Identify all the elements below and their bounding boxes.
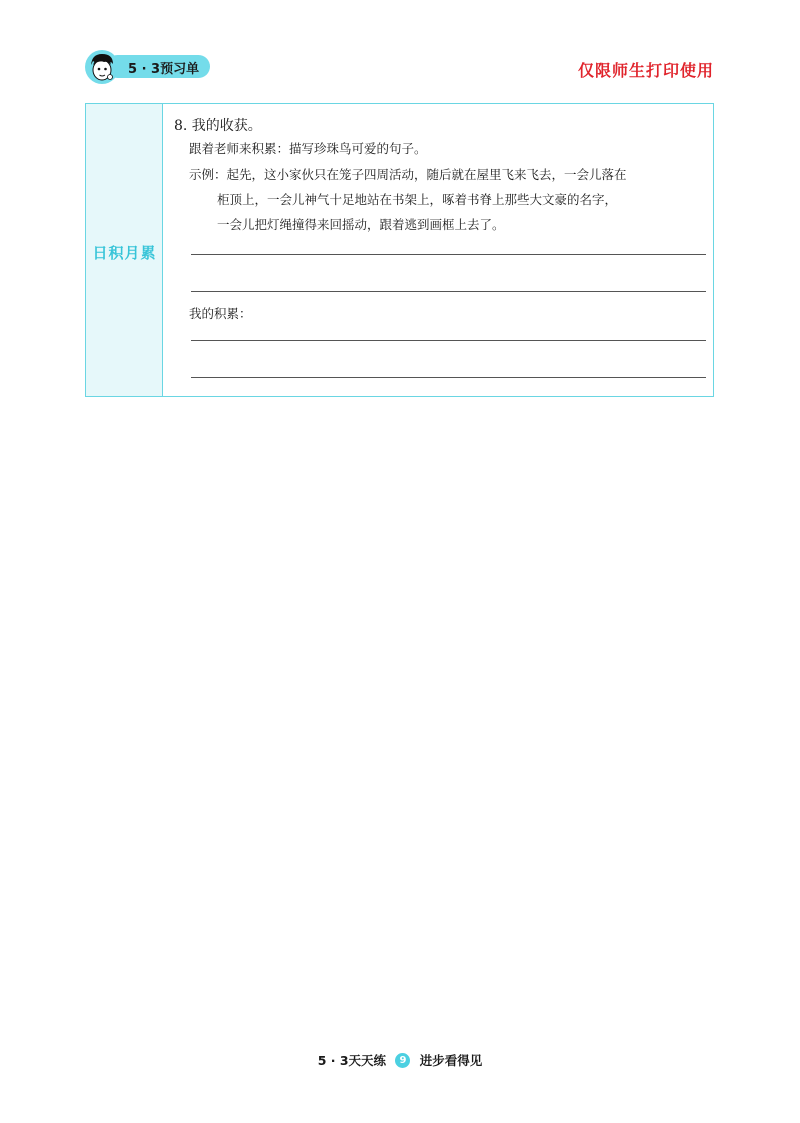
answer-line[interactable]	[191, 377, 706, 378]
page-number: 9	[395, 1053, 410, 1068]
side-label: 日积月累	[92, 244, 157, 262]
side-column	[86, 104, 163, 396]
answer-line[interactable]	[191, 340, 706, 341]
footer-brand: 5 · 3天天练	[317, 1053, 387, 1068]
print-notice: 仅限师生打印使用	[577, 61, 714, 80]
badge-title: 5 · 3预习单	[128, 62, 200, 77]
answer-line[interactable]	[191, 254, 706, 255]
example-text	[189, 162, 704, 237]
question-title: 8. 我的收获。	[174, 118, 262, 134]
my-accumulation-label: 我的积累：	[189, 306, 252, 321]
example-line: 一会儿把灯绳撞得来回摇动，跟着逃到画框上去了。	[217, 217, 505, 232]
section-box	[85, 103, 714, 397]
answer-line[interactable]	[191, 291, 706, 292]
example-line: 示例：起先，这小家伙只在笼子四周活动，随后就在屋里飞来飞去，一会儿落在	[189, 167, 627, 182]
question-instruction: 跟着老师来积累：描写珍珠鸟可爱的句子。	[189, 141, 427, 156]
boy-face-icon	[84, 49, 120, 85]
header-badge	[84, 49, 214, 85]
page-footer	[0, 1051, 800, 1069]
section-content	[174, 104, 713, 396]
example-line: 柜顶上，一会儿神气十足地站在书架上，啄着书脊上那些大文豪的名字，	[217, 192, 618, 207]
footer-slogan: 进步看得见	[419, 1053, 483, 1068]
